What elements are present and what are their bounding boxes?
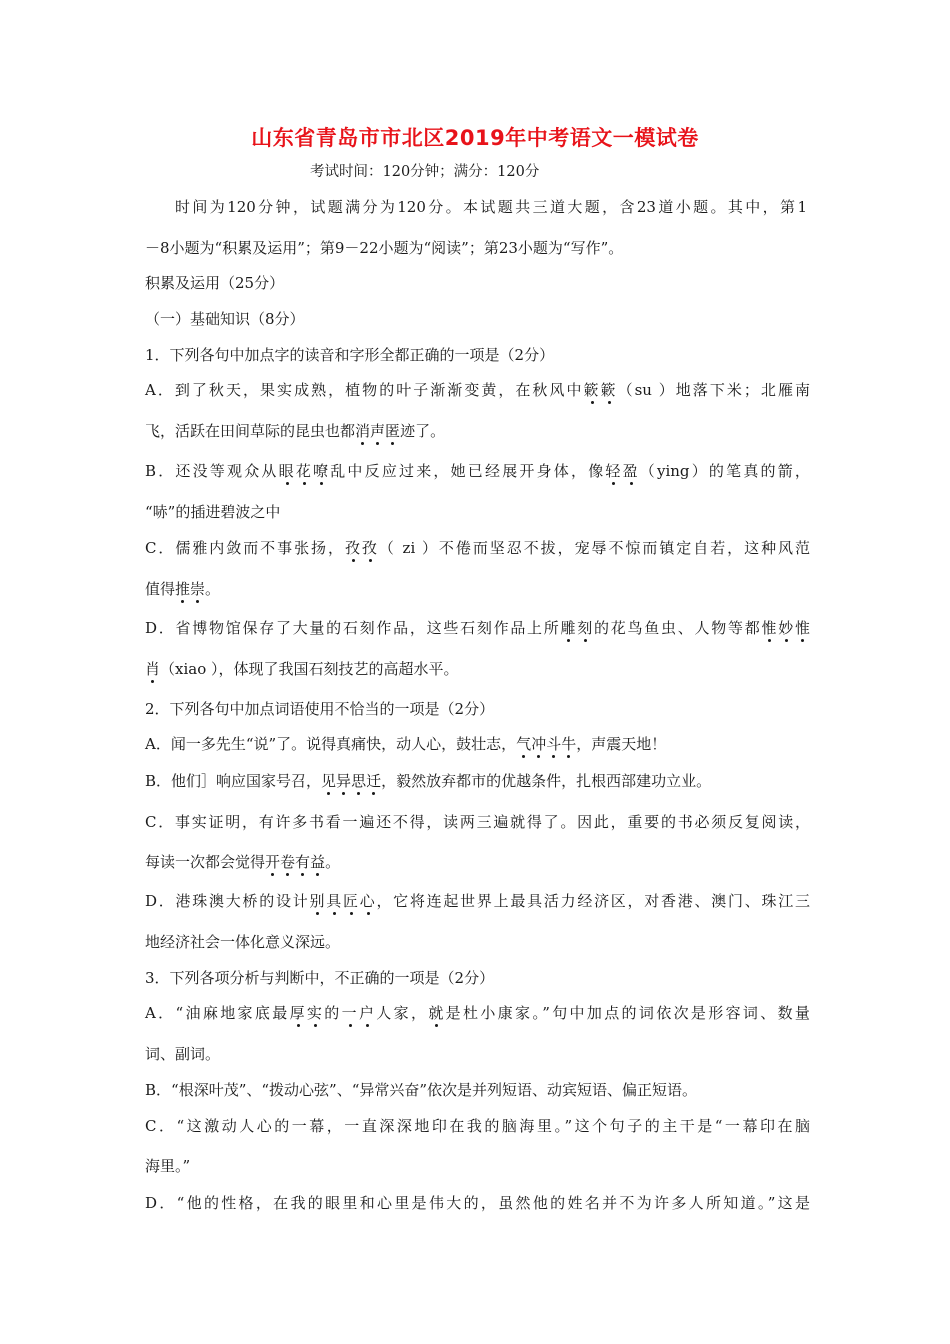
q2-option-b: B．他们］响应国家号召，见异思迁，毅然放弃都市的优越条件，扎根西部建功立业。 bbox=[145, 772, 712, 790]
q2-option-d-line-2: 地经济社会一体化意义深远。 bbox=[145, 933, 341, 951]
q2-option-c-line-1: C．事实证明，有许多书看一遍还不得，读两三遍就得了。因此，重要的书必须反复阅读， bbox=[145, 813, 810, 831]
q3-option-c-line-1: C．“这激动人心的一幕，一直深深地印在我的脑海里。”这个句子的主干是“一幕印在脑 bbox=[145, 1117, 810, 1135]
exam-title: 山东省青岛市市北区2019年中考语文一模试卷 bbox=[251, 126, 699, 150]
q2-option-d-line-1: D．港珠澳大桥的设计别具匠心，它将连起世界上最具活力经济区，对香港、澳门、珠江三 bbox=[145, 892, 810, 910]
q2-option-c-line-2: 每读一次都会觉得开卷有益。 bbox=[145, 853, 341, 871]
q1-option-d-line-1: D．省博物馆保存了大量的石刻作品，这些石刻作品上所雕刻的花鸟鱼虫、人物等都惟妙惟 bbox=[145, 619, 810, 637]
question-3-stem: 3．下列各项分析与判断中，不正确的一项是（2分） bbox=[145, 969, 495, 987]
q2-option-a: A．闻一多先生“说”了。说得真痛快，动人心，鼓壮志，气冲斗牛，声震天地！ bbox=[145, 735, 667, 753]
q1-option-a-line-2: 飞，活跃在田间草际的昆虫也都消声匿迹了。 bbox=[145, 422, 446, 440]
section-heading: 积累及运用（25分） bbox=[145, 274, 285, 292]
q3-option-a-line-1: A．“油麻地家底最厚实的一户人家，就是杜小康家。”句中加点的词依次是形容词、数量 bbox=[145, 1004, 810, 1022]
q1-option-c-line-2: 值得推崇。 bbox=[145, 580, 221, 598]
intro-line-1: 时间为120分钟，试题满分为120分。本试题共三道大题，含23道小题。其中，第1 bbox=[175, 198, 807, 216]
exam-subtitle: 考试时间：120分钟；满分：120分 bbox=[310, 164, 540, 180]
question-1-stem: 1．下列各句中加点字的读音和字形全都正确的一项是（2分） bbox=[145, 346, 555, 364]
intro-line-2: －8小题为“积累及运用”；第9－22小题为“阅读”；第23小题为“写作”。 bbox=[145, 239, 624, 257]
q1-option-a-line-1: A．到了秋天，果实成熟，植物的叶子渐渐变黄，在秋风中簌簌（su ）地落下米；北雁南 bbox=[145, 381, 810, 399]
q3-option-d-line-1: D．“他的性格，在我的眼里和心里是伟大的，虽然他的姓名并不为许多人所知道。”这是 bbox=[145, 1194, 810, 1212]
q3-option-c-line-2: 海里。” bbox=[145, 1157, 191, 1175]
subsection-heading: （一）基础知识（8分） bbox=[145, 310, 305, 328]
q1-option-d-line-2: 肖（xiao ），体现了我国石刻技艺的高超水平。 bbox=[145, 660, 459, 678]
q3-option-b: B．“根深叶茂”、“拨动心弦”、“异常兴奋”依次是并列短语、动宾短语、偏正短语。 bbox=[145, 1081, 698, 1099]
q3-option-a-line-2: 词、副词。 bbox=[145, 1045, 221, 1063]
question-2-stem: 2．下列各句中加点词语使用不恰当的一项是（2分） bbox=[145, 700, 495, 718]
q1-option-b-line-1: B．还没等观众从眼花嘹乱中反应过来，她已经展开身体，像轻盈（ying）的笔真的箭， bbox=[145, 462, 810, 480]
q1-option-b-line-2: “哧”的插进碧波之中 bbox=[145, 503, 281, 521]
q1-option-c-line-1: C．儒雅内敛而不事张扬，孜孜（ zi ）不倦而坚忍不拔，宠辱不惊而镇定自若，这种风范 bbox=[145, 539, 810, 557]
